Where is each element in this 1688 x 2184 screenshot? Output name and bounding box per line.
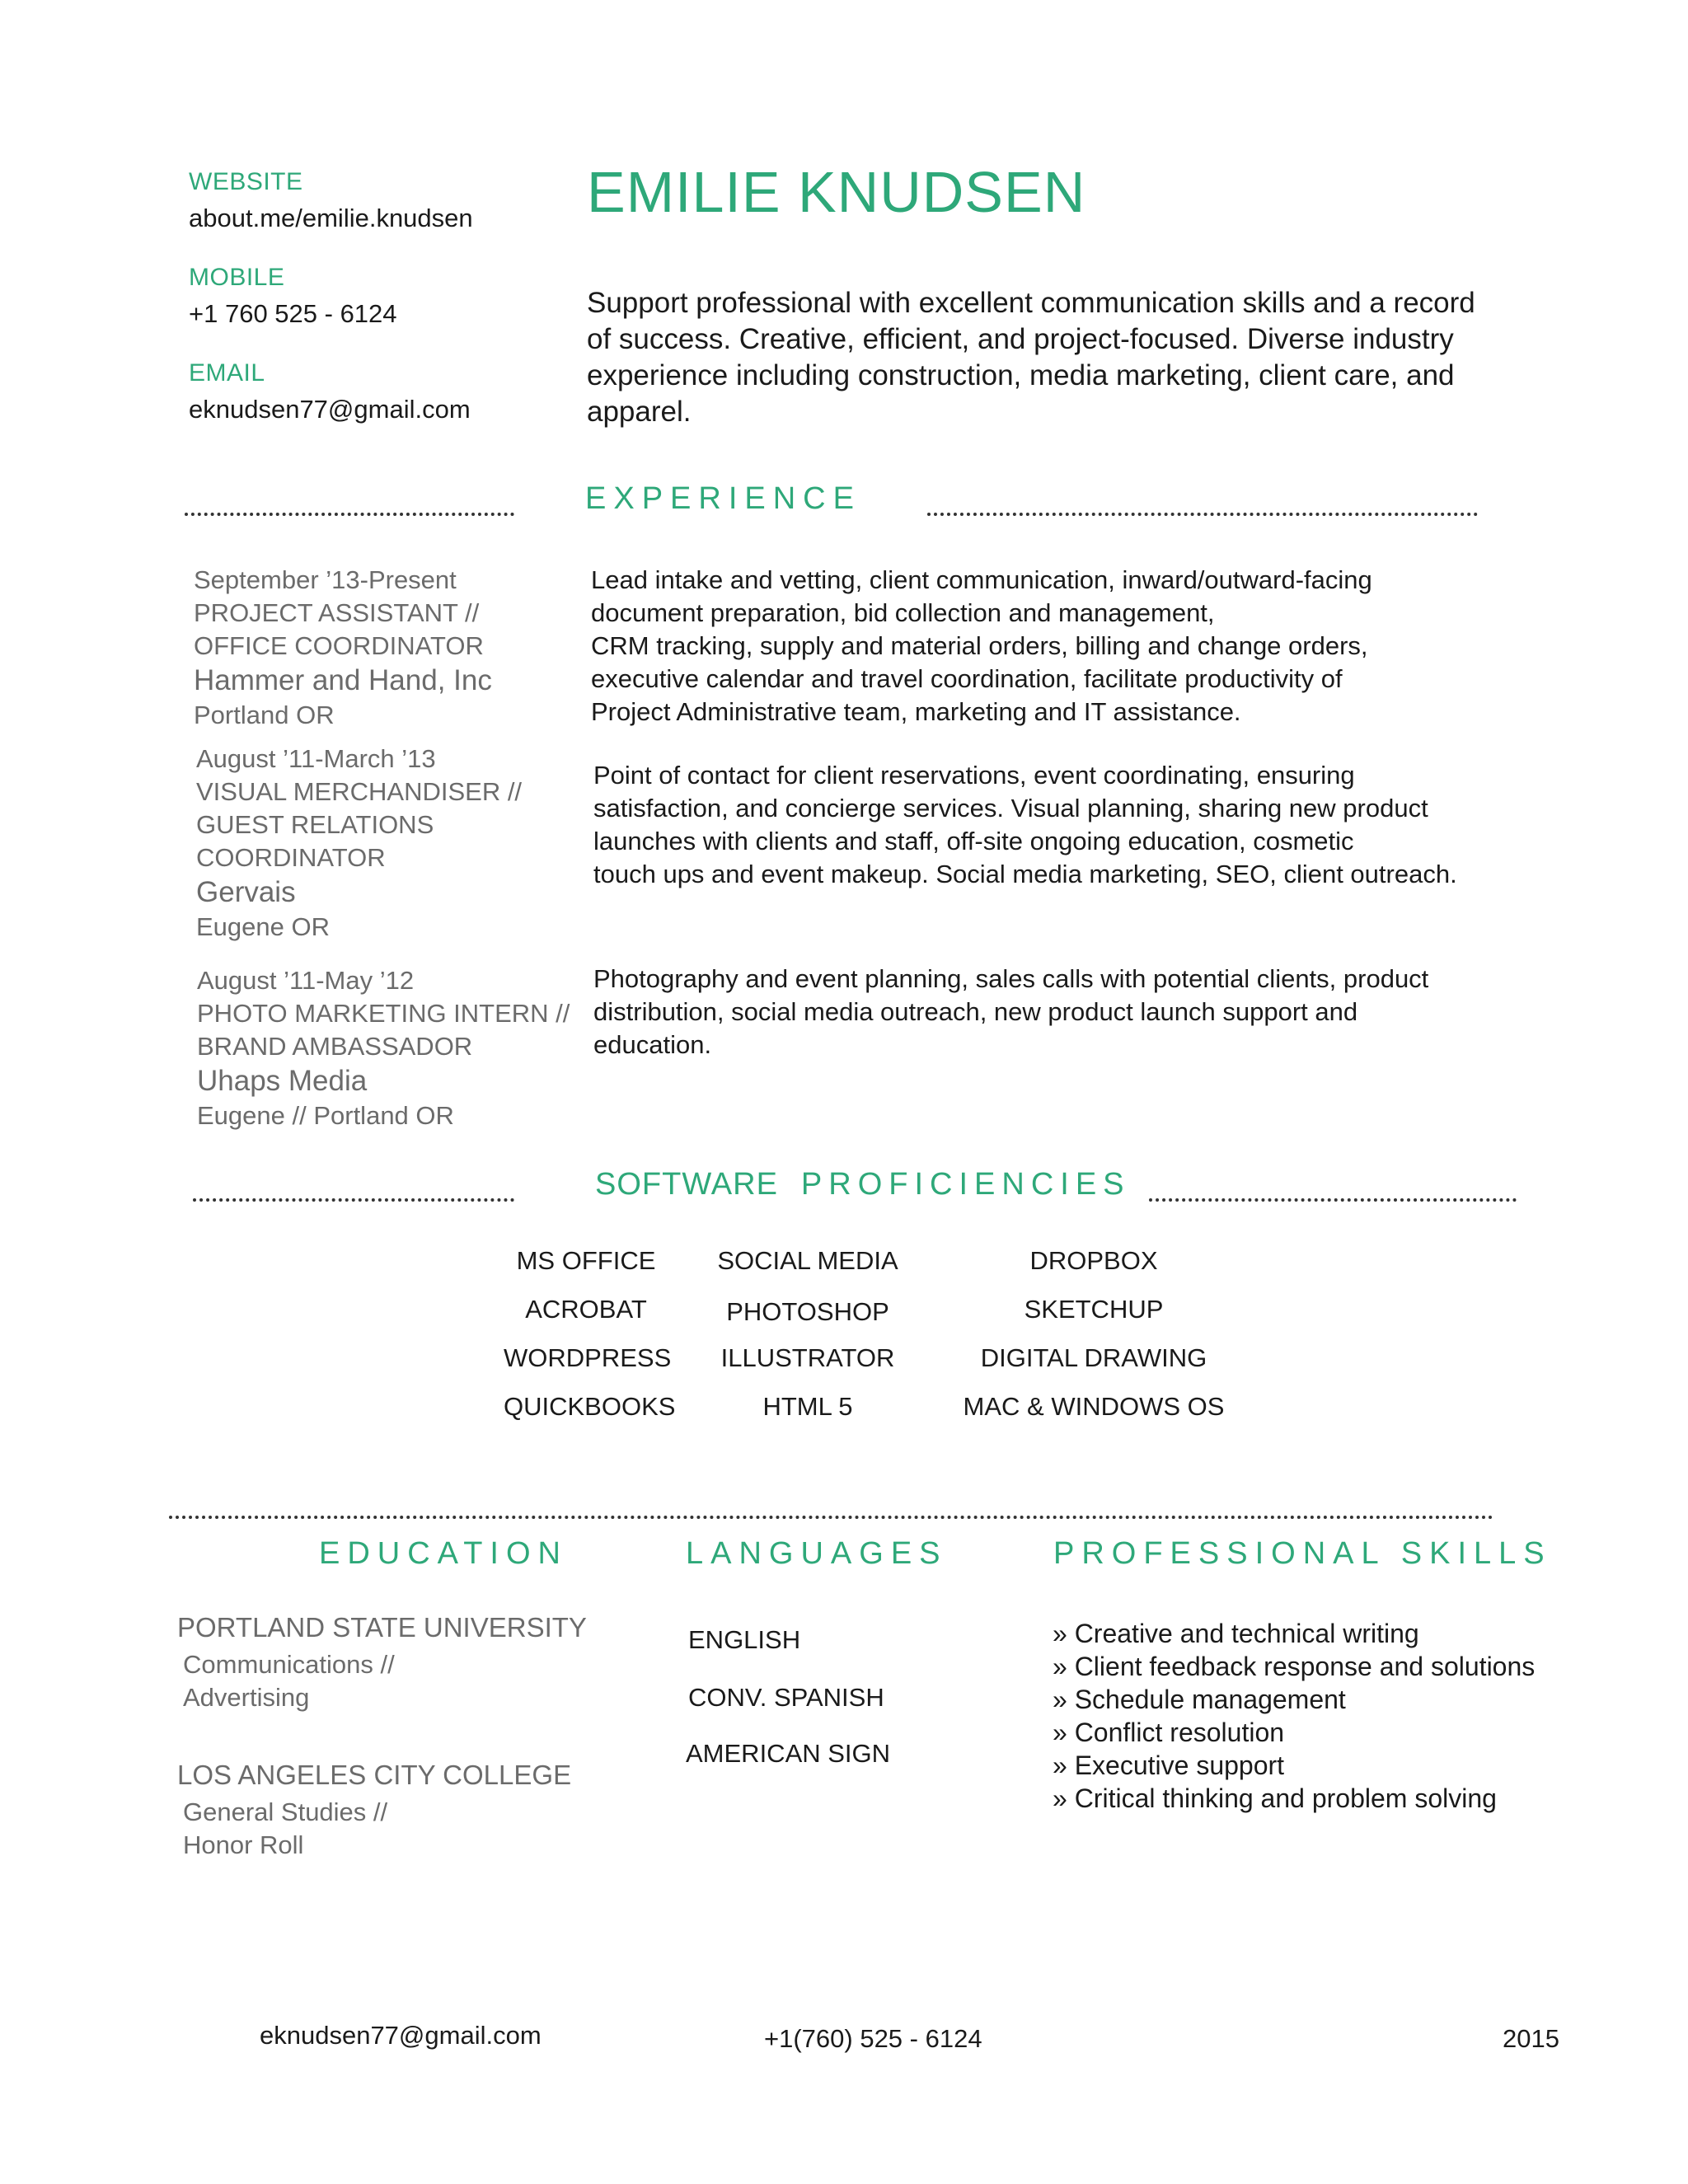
language-item: AMERICAN SIGN bbox=[686, 1739, 891, 1768]
software-heading-b: PROFICIENCIES bbox=[800, 1167, 1131, 1202]
job-3-meta bbox=[197, 964, 570, 1132]
job-2-title-line: VISUAL MERCHANDISER // bbox=[196, 777, 523, 806]
software-item: ILLUSTRATOR bbox=[720, 1343, 895, 1372]
skill-item: » Conflict resolution bbox=[1053, 1718, 1285, 1747]
footer-year: 2015 bbox=[1503, 2024, 1559, 2053]
page-title: EMILIE KNUDSEN bbox=[587, 160, 1086, 224]
job-3-desc-line: Photography and event planning, sales calls with potential clients, product bbox=[593, 964, 1429, 993]
software-item: MS OFFICE bbox=[516, 1246, 656, 1275]
software-col-2 bbox=[709, 1246, 907, 1441]
job-2-desc-line: Point of contact for client reservations, event coordinating, ensuring bbox=[593, 761, 1355, 790]
job-3-title-line: PHOTO MARKETING INTERN // bbox=[197, 999, 570, 1028]
school-1-field: Advertising bbox=[183, 1683, 310, 1712]
experience-divider-left bbox=[185, 513, 514, 516]
school-2 bbox=[177, 1760, 571, 1862]
software-item: PHOTOSHOP bbox=[726, 1297, 889, 1326]
mobile-value: +1 760 525 - 6124 bbox=[189, 299, 397, 328]
software-item: DIGITAL DRAWING bbox=[980, 1343, 1207, 1372]
mobile-label: MOBILE bbox=[189, 264, 285, 291]
software-item: HTML 5 bbox=[762, 1392, 853, 1421]
job-3-description bbox=[593, 963, 1500, 1062]
school-2-field: General Studies // bbox=[183, 1797, 388, 1826]
professional-skills-heading: PROFESSIONAL SKILLS bbox=[1053, 1536, 1552, 1571]
software-heading bbox=[595, 1167, 1131, 1202]
software-divider-left bbox=[193, 1198, 514, 1202]
software-col-3 bbox=[958, 1246, 1230, 1441]
software-item: MAC & WINDOWS OS bbox=[963, 1392, 1225, 1421]
skill-item: » Critical thinking and problem solving bbox=[1053, 1783, 1497, 1813]
job-1-dates: September ’13-Present bbox=[194, 565, 457, 594]
school-2-name: LOS ANGELES CITY COLLEGE bbox=[177, 1760, 572, 1790]
experience-divider-right bbox=[927, 513, 1478, 516]
job-1-desc-line: Lead intake and vetting, client communication, inward/outward-facing bbox=[591, 565, 1372, 594]
job-1-title-line: OFFICE COORDINATOR bbox=[194, 631, 484, 660]
software-item: QUICKBOOKS bbox=[504, 1392, 676, 1421]
software-heading-a: SOFTWARE bbox=[595, 1167, 778, 1202]
email-label: EMAIL bbox=[189, 359, 265, 387]
footer-phone: +1(760) 525 - 6124 bbox=[764, 2024, 982, 2053]
job-2-company: Gervais bbox=[196, 876, 296, 908]
job-1-desc-line: executive calendar and travel coordination, facilitate productivity of bbox=[591, 664, 1343, 693]
job-3-title-line: BRAND AMBASSADOR bbox=[197, 1032, 473, 1061]
job-2-title-line: COORDINATOR bbox=[196, 843, 386, 872]
school-1-name: PORTLAND STATE UNIVERSITY bbox=[177, 1612, 587, 1643]
professional-skills-list bbox=[1053, 1617, 1535, 1815]
languages-heading: LANGUAGES bbox=[686, 1536, 948, 1571]
job-1-location: Portland OR bbox=[194, 701, 335, 729]
software-item: ACROBAT bbox=[525, 1295, 647, 1324]
job-2-desc-line: touch ups and event makeup. Social media marketing, SEO, client outreach. bbox=[593, 860, 1457, 888]
software-item: WORDPRESS bbox=[504, 1343, 672, 1372]
software-item: SOCIAL MEDIA bbox=[717, 1246, 898, 1275]
footer-email[interactable]: eknudsen77@gmail.com bbox=[260, 2021, 542, 2050]
language-item: CONV. SPANISH bbox=[688, 1683, 884, 1712]
job-1-desc-line: CRM tracking, supply and material orders, billing and change orders, bbox=[591, 631, 1368, 660]
job-1-company: Hammer and Hand, Inc bbox=[194, 664, 492, 696]
experience-heading: EXPERIENCE bbox=[585, 481, 861, 516]
job-2-dates: August ’11-March ’13 bbox=[196, 744, 436, 773]
school-1-field: Communications // bbox=[183, 1650, 395, 1679]
email-value[interactable]: eknudsen77@gmail.com bbox=[189, 395, 471, 424]
job-2-title-line: GUEST RELATIONS bbox=[196, 810, 434, 839]
school-1 bbox=[177, 1612, 587, 1714]
job-2-desc-line: satisfaction, and concierge services. Visual planning, sharing new product bbox=[593, 794, 1428, 823]
job-1-desc-line: Project Administrative team, marketing and IT assistance. bbox=[591, 697, 1241, 726]
job-3-desc-line: education. bbox=[593, 1030, 712, 1059]
skill-item: » Client feedback response and solutions bbox=[1053, 1652, 1536, 1681]
job-2-location: Eugene OR bbox=[196, 912, 330, 941]
website-label: WEBSITE bbox=[189, 168, 303, 195]
software-item: DROPBOX bbox=[1029, 1246, 1158, 1275]
job-1-title-line: PROJECT ASSISTANT // bbox=[194, 598, 480, 627]
job-1-description bbox=[591, 564, 1498, 729]
language-item: ENGLISH bbox=[688, 1625, 801, 1654]
skill-item: » Executive support bbox=[1053, 1750, 1285, 1780]
skill-item: » Schedule management bbox=[1053, 1685, 1346, 1714]
summary-paragraph: Support professional with excellent communication skills and a record of success. Creative, efficient, and project-focused. Diverse industry experience including construction, media marketing, client care, and apparel. bbox=[587, 287, 1475, 428]
job-2-meta bbox=[196, 743, 522, 944]
job-3-company: Uhaps Media bbox=[197, 1065, 368, 1097]
job-1-desc-line: document preparation, bid collection and management, bbox=[591, 598, 1215, 627]
job-3-location: Eugene // Portland OR bbox=[197, 1101, 454, 1130]
website-value[interactable]: about.me/emilie.knudsen bbox=[189, 204, 473, 232]
school-2-field: Honor Roll bbox=[183, 1830, 304, 1859]
skill-item: » Creative and technical writing bbox=[1053, 1619, 1419, 1648]
software-divider-right bbox=[1149, 1198, 1517, 1202]
job-2-description bbox=[593, 759, 1500, 891]
job-1-meta bbox=[194, 564, 492, 732]
job-3-desc-line: distribution, social media outreach, new product launch support and bbox=[593, 997, 1358, 1026]
bottom-divider bbox=[169, 1516, 1493, 1519]
job-3-dates: August ’11-May ’12 bbox=[197, 966, 415, 995]
education-heading: EDUCATION bbox=[319, 1536, 568, 1571]
job-2-desc-line: launches with clients and staff, off-site ongoing education, cosmetic bbox=[593, 827, 1354, 855]
software-item: SKETCHUP bbox=[1024, 1295, 1164, 1324]
software-col-1 bbox=[504, 1246, 676, 1441]
